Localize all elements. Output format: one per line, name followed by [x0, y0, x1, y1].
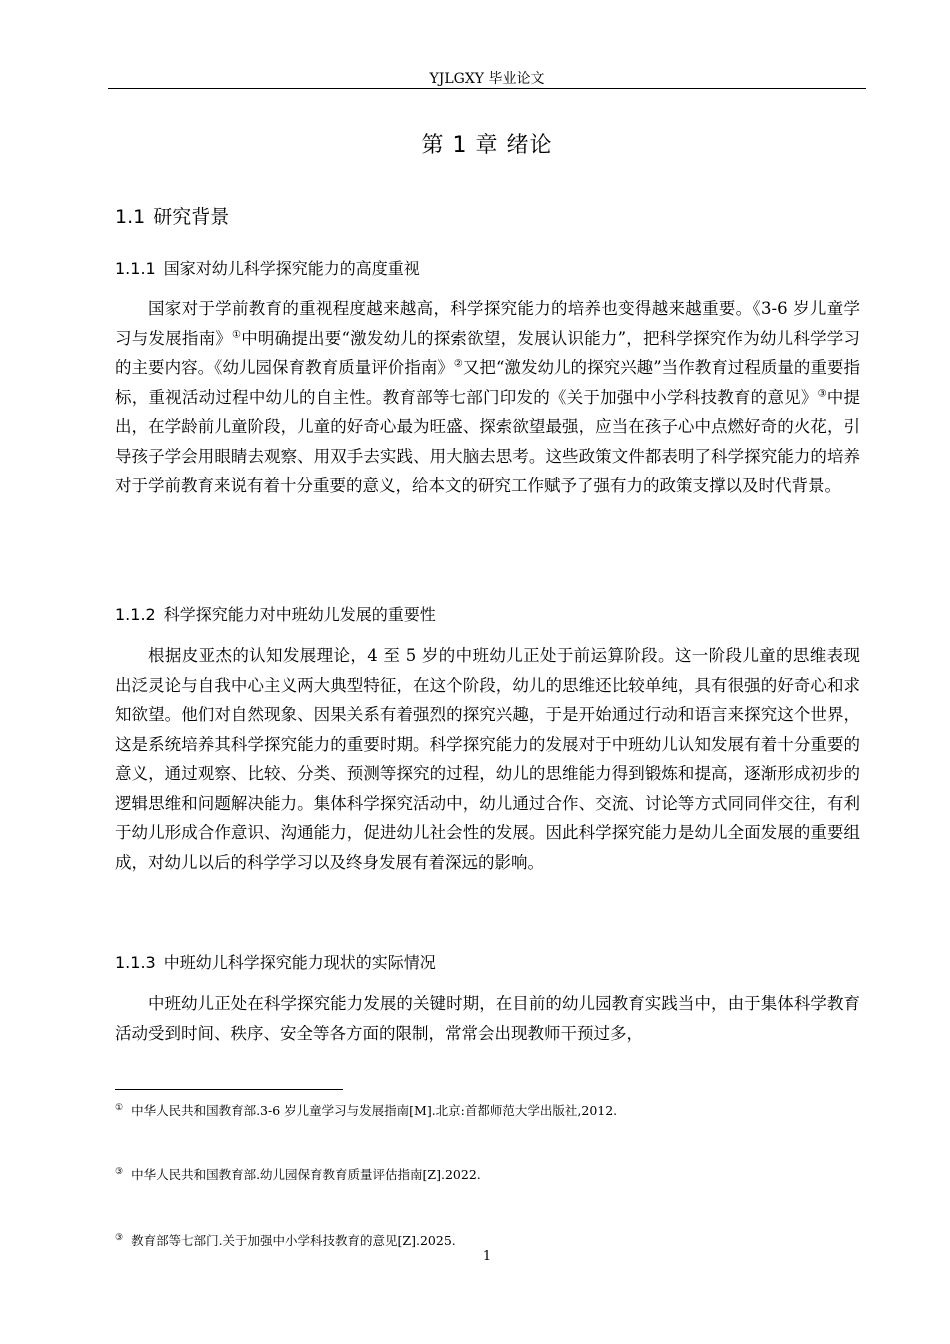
subsection-number: 1.1.2	[115, 605, 156, 624]
subsection-heading	[115, 257, 420, 281]
footnote-mark: ③	[115, 1167, 124, 1177]
subsection-title: 国家对幼儿科学探究能力的高度重视	[163, 259, 420, 278]
subsection-title: 中班幼儿科学探究能力现状的实际情况	[163, 953, 436, 972]
subsection-title: 科学探究能力对中班幼儿发展的重要性	[163, 605, 436, 624]
footnote-text: 教育部等七部门.关于加强中小学科技教育的意见[Z].2025.	[131, 1233, 456, 1249]
body-paragraph: 国家对于学前教育的重视程度越来越高，科学探究能力的培养也变得越来越重要。《3-6 岁儿童学习与发展指南》①中明确提出要“激发幼儿的探索欲望，发展认识能力”，把科学探究作为幼儿科学学习的主要内容。《幼儿园保育教育质量评价指南》②又把“激发幼儿的探究兴趣”当作教育过程质量的重要指标，重视活动过程中幼儿的自主性。教育部等七部门印发的《关于加强中小学科技教育的意见》③中提出，在学龄前儿童阶段，儿童的好奇心最为旺盛、探索欲望最强，应当在孩子心中点燃好奇的火花，引导孩子学会用眼睛去观察、用双手去实践、用大脑去思考。这些政策文件都表明了科学探究能力的培养对于学前教育来说有着十分重要的意义，给本文的研究工作赋予了强有力的政策支撑以及时代背景。	[115, 299, 861, 495]
body-paragraph: 根据皮亚杰的认知发展理论，4 至 5 岁的中班幼儿正处于前运算阶段。这一阶段儿童的思维表现出泛灵论与自我中心主义两大典型特征，在这个阶段，幼儿的思维还比较单纯，具有很强的好奇心和求知欲望。他们对自然现象、因果关系有着强烈的探究兴趣，于是开始通过行动和语言来探究这个世界，这是系统培养其科学探究能力的重要时期。科学探究能力的发展对于中班幼儿认知发展有着十分重要的意义，通过观察、比较、分类、预测等探究的过程，幼儿的思维能力得到锻炼和提高，逐渐形成初步的逻辑思维和问题解决能力。集体科学探究活动中，幼儿通过合作、交流、讨论等方式同同伴交往，有利于幼儿形成合作意识、沟通能力，促进幼儿社会性的发展。因此科学探究能力是幼儿全面发展的重要组成，对幼儿以后的科学学习以及终身发展有着深远的影响。	[115, 646, 860, 872]
header-rule	[108, 88, 866, 89]
footnote-ref: ①	[232, 329, 242, 340]
footnote-text: 中华人民共和国教育部.幼儿园保育教育质量评估指南[Z].2022.	[131, 1167, 481, 1183]
footnote-text: 中华人民共和国教育部.3-6 岁儿童学习与发展指南[M].北京:首都师范大学出版社,2012.	[131, 1103, 618, 1119]
section-heading	[115, 203, 229, 231]
subsection-number: 1.1.3	[115, 953, 156, 972]
page-number: 1	[482, 1249, 492, 1264]
subsection-number: 1.1.1	[115, 259, 156, 278]
section-title: 研究背景	[153, 206, 230, 228]
section-number: 1.1	[115, 206, 146, 228]
running-header: YJLGXY 毕业论文	[429, 71, 545, 87]
subsection-heading	[115, 603, 436, 627]
body-paragraph: 中班幼儿正处在科学探究能力发展的关键时期，在目前的幼儿园教育实践当中，由于集体科学教育活动受到时间、秩序、安全等各方面的限制，常常会出现教师干预过多，	[115, 994, 860, 1043]
footnote	[115, 1163, 860, 1184]
chapter-title: 第 1 章 绪论	[421, 133, 553, 158]
footnote-mark: ③	[115, 1233, 124, 1243]
footnote-mark: ①	[115, 1103, 124, 1113]
footnote	[115, 1229, 860, 1250]
footnote	[115, 1099, 860, 1120]
footnote-separator	[115, 1089, 343, 1090]
footnote-ref: ②	[453, 358, 463, 370]
subsection-heading	[115, 951, 436, 975]
footnote-ref: ③	[817, 388, 827, 399]
